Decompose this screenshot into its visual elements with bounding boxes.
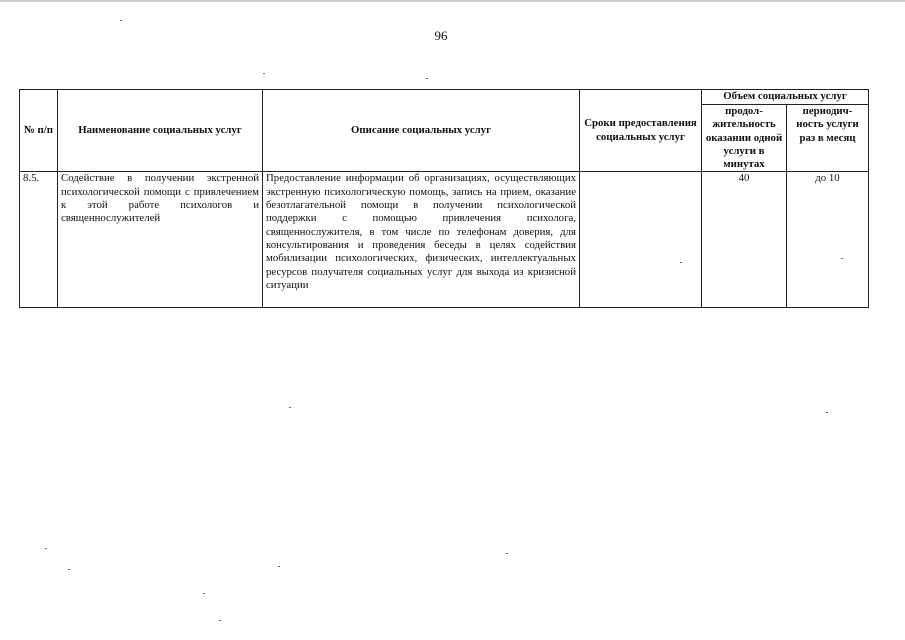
scan-speck bbox=[263, 73, 265, 74]
row-number: 8.5. bbox=[20, 172, 58, 308]
table-row bbox=[20, 172, 869, 308]
header-service-name: Наименование социальных услуг bbox=[58, 90, 263, 172]
scan-speck bbox=[68, 569, 70, 570]
header-frequency: периодич-ность услуги раз в месяц bbox=[787, 105, 869, 172]
header-service-volume: Объем социальных услуг bbox=[702, 90, 869, 105]
header-duration: продол-жительность оказании одной услуги в минутах bbox=[702, 105, 787, 172]
page-top-edge bbox=[0, 0, 905, 2]
scan-speck bbox=[680, 262, 682, 263]
scan-speck bbox=[826, 412, 828, 413]
scan-speck bbox=[841, 258, 843, 259]
header-service-terms: Сроки предоставления социальных услуг bbox=[580, 90, 702, 172]
scan-speck bbox=[426, 78, 428, 79]
page-number: 96 bbox=[434, 28, 448, 43]
scan-speck bbox=[203, 593, 205, 594]
scan-speck bbox=[120, 20, 122, 21]
scan-speck bbox=[289, 407, 291, 408]
row-service-name: Содействие в получении экстренной психологической помощи с привлечением к этой работе психологов и священнослужителей bbox=[58, 172, 263, 308]
header-number: № п/п bbox=[20, 90, 58, 172]
row-frequency: до 10 bbox=[787, 172, 869, 308]
scan-speck bbox=[278, 566, 280, 567]
scan-speck bbox=[506, 553, 508, 554]
header-service-description: Описание социальных услуг bbox=[263, 90, 580, 172]
scan-speck bbox=[219, 620, 221, 621]
scan-speck bbox=[45, 548, 47, 549]
row-duration: 40 bbox=[702, 172, 787, 308]
row-service-terms bbox=[580, 172, 702, 308]
social-services-table bbox=[19, 89, 869, 308]
row-service-description: Предоставление информации об организациях, осуществляющих экстренную психологическую помощь, запись на прием, оказание безотлагательной помощи в получении психологической поддержки с помощью привлечения психолога, священнослужителя, в том числе по телефонам доверия, для консультирования и проведения беседы в целях содействия мобилизации психологических, физических, интеллектуальных ресурсов получателя социальных услуг для выхода из кризисной ситуации bbox=[263, 172, 580, 308]
